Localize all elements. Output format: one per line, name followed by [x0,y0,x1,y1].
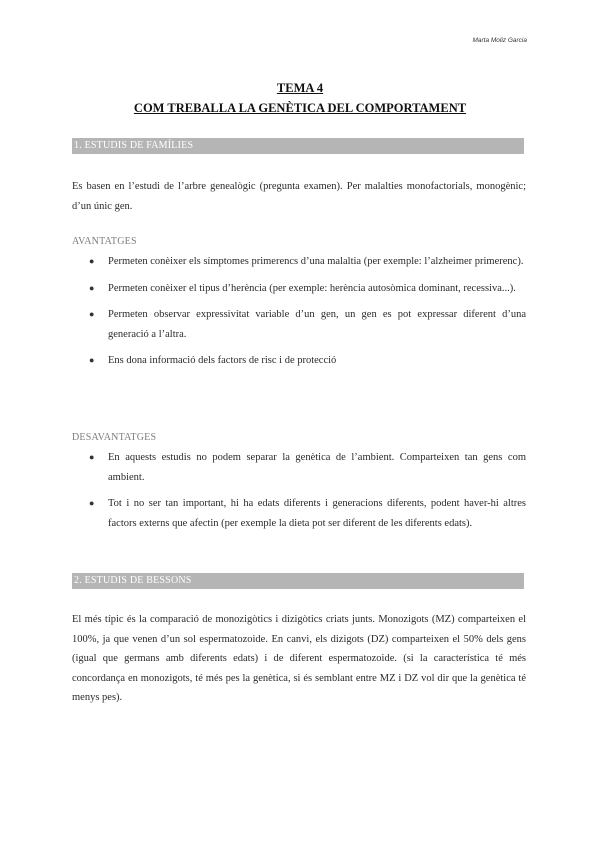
section-heading-twins: 2. ESTUDIS DE BESSONS [72,573,524,589]
topic-number: TEMA 4 [276,81,324,95]
bullet-icon: ● [89,309,95,319]
bullet-icon: ● [89,355,95,365]
disadvantages-heading: DESAVANTATGES [72,432,157,443]
section-heading-families: 1. ESTUDIS DE FAMÍLIES [72,138,524,154]
list-item [72,351,526,371]
families-intro: Es basen en l’estudi de l’arbre genealògic (pregunta examen). Per malalties monofactorials, monogènic; d’un únic gen. [72,181,526,212]
bullet-icon: ● [89,282,95,293]
bullet-icon: ● [89,452,95,462]
title-block [0,78,600,118]
bullet-icon: ● [89,498,95,508]
list-item [72,279,526,299]
list-item [72,305,526,344]
list-item [72,494,526,533]
list-item-text: Tot i no ser tan important, hi ha edats diferents i generacions diferents, podent haver-hi altres factors externs que afectin (per exemple la dieta pot ser diferent de les diferents edats). [108,498,526,529]
twins-body: El més típic és la comparació de monozigòtics i dizigòtics criats junts. Monozigots (MZ) comparteixen el 100%, ja que venen d’un sol espermatozoide. En canvi, els dizigots (DZ) comparteixen el 50% dels gens (igual que germans amb diferents edats) i de diferent espermatozoide. (si la característica té més concordança en monozigots, té més pes la genètica, si és semblant entre MZ i DZ vol dir que la genètica té menys pes). [72,614,526,703]
list-item-text: Ens dona informació dels factors de risc i de protecció [108,355,337,366]
document-title: COM TREBALLA LA GENÈTICA DEL COMPORTAMENT [133,101,467,115]
list-item-text: Permeten observar expressivitat variable d’un gen, un gen es pot expressar diferent d’una generació a l’altra. [108,309,526,340]
list-item-text: Permeten conèixer els símptomes primerencs d’una malaltia (per exemple: l’alzheimer primerenc). [108,256,524,267]
bullet-icon: ● [89,256,95,266]
list-item [72,448,526,487]
list-item-text: En aquests estudis no podem separar la genètica de l’ambient. Comparteixen tan gens com ambient. [108,452,526,483]
list-item [72,252,526,272]
list-item-text: Permeten conèixer el tipus d’herència (per exemple: herència autosòmica dominant, recessiva...). [108,282,516,294]
disadvantages-list [72,448,526,540]
author-name: Marta Moliz Garcia [472,37,527,44]
advantages-heading: AVANTATGES [72,236,137,247]
advantages-list [72,252,526,378]
